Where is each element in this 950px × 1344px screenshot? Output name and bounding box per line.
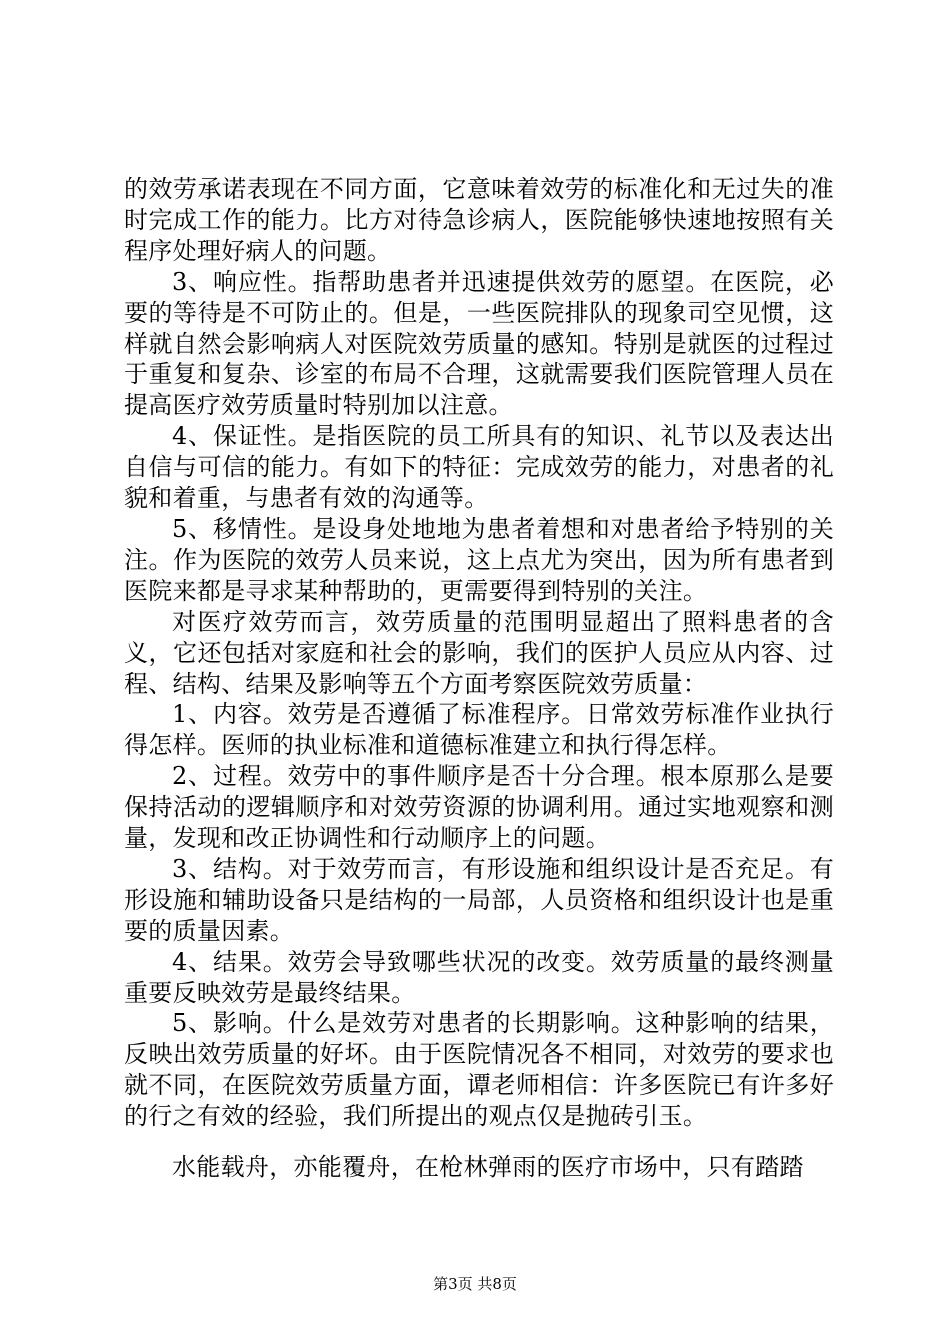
paragraph-continuation: 的效劳承诺表现在不同方面，它意味着效劳的标准化和无过失的准时完成工作的能力。比方对待急诊病人，医院能够快速地按照有关程序处理好病人的问题。: [124, 175, 834, 265]
paragraph-responsiveness: 3、响应性。指帮助患者并迅速提供效劳的愿望。在医院，必要的等待是不可防止的。但是，一些医院排队的现象司空见惯，这样就自然会影响病人对医院效劳质量的感知。特别是就医的过程过于重复和复杂、诊室的布局不合理，这就需要我们医院管理人员在提高医疗效劳质量时特别加以注意。: [124, 267, 834, 420]
paragraph-impact: 5、影响。什么是效劳对患者的长期影响。这种影响的结果，反映出效劳质量的好坏。由于医院情况各不相同，对效劳的要求也就不同，在医院效劳质量方面，谭老师相信：许多医院已有许多好的行之有效的经验，我们所提出的观点仅是抛砖引玉。: [124, 1009, 834, 1131]
paragraph-assurance: 4、保证性。是指医院的员工所具有的知识、礼节以及表达出自信与可信的能力。有如下的特征：完成效劳的能力，对患者的礼貌和着重，与患者有效的沟通等。: [124, 422, 834, 513]
paragraph-service-quality-scope: 对医疗效劳而言，效劳质量的范围明显超出了照料患者的含义，它还包括对家庭和社会的影响，我们的医护人员应从内容、过程、结构、结果及影响等五个方面考察医院效劳质量：: [124, 607, 834, 698]
page-number: 第3页 共8页: [433, 1275, 517, 1293]
paragraph-closing: 水能载舟，亦能覆舟，在枪林弹雨的医疗市场中，只有踏踏: [172, 1153, 804, 1181]
paragraph-process: 2、过程。效劳中的事件顺序是否十分合理。根本原那么是要保持活动的逻辑顺序和对效劳资源的协调利用。通过实地观察和测量，发现和改正协调性和行动顺序上的问题。: [124, 762, 834, 853]
paragraph-empathy: 5、移情性。是设身处地地为患者着想和对患者给予特别的关注。作为医院的效劳人员来说，这上点尤为突出，因为所有患者到医院来都是寻求某种帮助的，更需要得到特别的关注。: [124, 514, 834, 605]
paragraph-structure: 3、结构。对于效劳而言，有形设施和组织设计是否充足。有形设施和辅助设备只是结构的一局部，人员资格和组织设计也是重要的质量因素。: [124, 854, 834, 945]
page-footer: [0, 1274, 950, 1294]
paragraph-content: 1、内容。效劳是否遵循了标准程序。日常效劳标准作业执行得怎样。医师的执业标准和道德标准建立和执行得怎样。: [124, 700, 834, 760]
body-text: [124, 174, 834, 1132]
paragraph-result: 4、结果。效劳会导致哪些状况的改变。效劳质量的最终测量重要反映效劳是最终结果。: [124, 947, 834, 1007]
